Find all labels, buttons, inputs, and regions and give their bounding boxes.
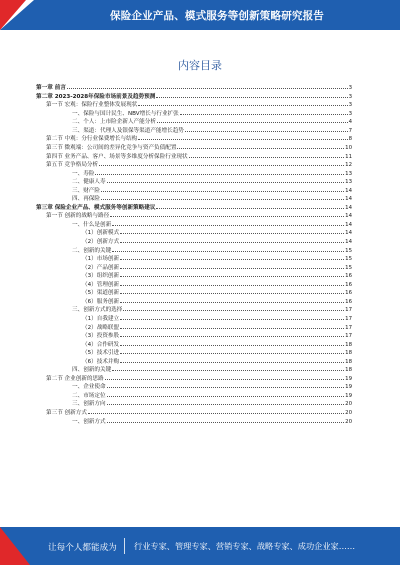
toc-entry-label: （6）技术并购 [82, 358, 120, 365]
toc-entry-page: 3 [348, 93, 352, 100]
toc-entry-label: 四、创新的关键 [72, 367, 112, 374]
toc-entry-page: 3 [348, 110, 352, 117]
toc-leader-dots [112, 366, 344, 371]
toc-entry[interactable] [36, 127, 352, 136]
toc-entry-page: 19 [345, 375, 352, 382]
toc-entry[interactable] [36, 246, 352, 255]
toc-leader-dots [107, 178, 345, 183]
toc-entry-label: 四、再保险 [72, 196, 100, 203]
toc-entry-page: 10 [345, 145, 352, 152]
toc-entry-label: 第二章 2023-2028年保险市场前景及趋势预测 [36, 93, 156, 100]
toc-entry[interactable] [36, 221, 352, 230]
toc-entry-label: （6）服务创新 [82, 298, 120, 305]
toc-entry-label: 三、渠道：代理人及银保等渠道产能增长趋势 [72, 127, 184, 134]
toc-entry[interactable] [36, 375, 352, 384]
toc-leader-dots [110, 212, 344, 217]
toc-entry[interactable] [36, 204, 352, 213]
toc-entry[interactable] [36, 392, 352, 401]
toc-leader-dots [120, 323, 344, 328]
toc-leader-dots [105, 375, 344, 380]
toc-leader-dots [189, 152, 345, 157]
toc-entry[interactable] [36, 383, 352, 392]
toc-entry-page: 16 [345, 281, 352, 288]
toc-leader-dots [120, 298, 344, 303]
toc-entry[interactable] [36, 178, 352, 187]
report-title: 保险企业产品、模式服务等创新策略研究报告 [110, 10, 324, 22]
toc-leader-dots [112, 246, 344, 251]
toc-leader-dots [138, 101, 347, 106]
toc-entry[interactable] [36, 110, 352, 119]
toc-entry-label: 三、创新方式的选择 [72, 307, 123, 314]
footer-divider [124, 538, 125, 554]
page-footer [0, 527, 400, 565]
toc-entry-label: 一、创新方式 [72, 418, 106, 425]
toc-leader-dots [120, 315, 344, 320]
toc-entry-page: 18 [345, 341, 352, 348]
toc-entry-label: （3）投资参股 [82, 333, 120, 340]
toc-entry[interactable] [36, 323, 352, 332]
toc-entry-page: 17 [345, 307, 352, 314]
page-header [0, 0, 400, 30]
toc-entry-label: 第四节 业务产品、客户、场景等多维度分析保险行业现状 [46, 153, 188, 160]
table-of-contents [36, 84, 352, 426]
toc-entry-label: （2）战略联盟 [82, 324, 120, 331]
toc-entry[interactable] [36, 315, 352, 324]
toc-entry[interactable] [36, 255, 352, 264]
toc-entry-label: 第二节 企业创新的思路 [46, 375, 104, 382]
toc-entry-label: 第一节 宏观：保险行业整体发展现状 [46, 102, 138, 109]
toc-leader-dots [112, 221, 344, 226]
toc-leader-dots [120, 340, 344, 345]
toc-entry-page: 17 [345, 324, 352, 331]
toc-entry-label: （1）自我建立 [82, 315, 120, 322]
toc-entry-page: 14 [345, 221, 352, 228]
toc-entry[interactable] [36, 272, 352, 281]
toc-entry-page: 13 [345, 179, 352, 186]
footer-corner-red [0, 527, 30, 565]
toc-entry-label: 第三节 创新方式 [46, 409, 87, 416]
toc-entry-page: 14 [345, 230, 352, 237]
toc-entry-label: 二、健康人寿 [72, 179, 106, 186]
toc-leader-dots [120, 229, 344, 234]
toc-entry-label: 第五节 竞争格局分析 [46, 162, 99, 169]
toc-entry[interactable] [36, 281, 352, 290]
toc-entry-label: （1）市场创新 [82, 256, 120, 263]
toc-entry-page: 3 [348, 102, 352, 109]
toc-entry-label: 第一章 前言 [36, 85, 66, 92]
toc-entry-label: 第二节 中观：分行业保费增长与结构 [46, 136, 138, 143]
header-corner-red [0, 0, 26, 30]
toc-entry-page: 16 [345, 290, 352, 297]
toc-entry-label: 三、创新方向 [72, 401, 106, 408]
toc-entry-page: 14 [345, 204, 352, 211]
toc-entry-page: 16 [345, 298, 352, 305]
toc-entry-label: 二、个人：上市险企新人产能分析 [72, 119, 156, 126]
toc-entry[interactable] [36, 161, 352, 170]
toc-entry-page: 15 [345, 256, 352, 263]
toc-entry[interactable] [36, 298, 352, 307]
toc-entry-label: 第三节 微观端：公司间的差异化竞争与资产负债配置 [46, 145, 177, 152]
toc-entry[interactable] [36, 135, 352, 144]
toc-entry[interactable] [36, 306, 352, 315]
toc-entry-page: 14 [345, 196, 352, 203]
toc-entry[interactable] [36, 169, 352, 178]
toc-entry-label: 一、企业使命 [72, 384, 106, 391]
toc-leader-dots [120, 255, 344, 260]
toc-leader-dots [177, 144, 344, 149]
toc-entry-page: 17 [345, 333, 352, 340]
toc-entry-label: （5）渠道创新 [82, 290, 120, 297]
toc-entry-label: （2）产品创新 [82, 264, 120, 271]
toc-entry-label: 一、什么是创新 [72, 221, 112, 228]
toc-entry[interactable] [36, 187, 352, 196]
toc-entry[interactable] [36, 144, 352, 153]
toc-entry-label: 一、寿险 [72, 170, 95, 177]
toc-entry[interactable] [36, 332, 352, 341]
toc-leader-dots [120, 332, 344, 337]
toc-entry-label: 二、创新的关键 [72, 247, 112, 254]
toc-leader-dots [107, 417, 345, 422]
toc-entry[interactable] [36, 212, 352, 221]
toc-entry[interactable] [36, 101, 352, 110]
toc-entry-page: 18 [345, 358, 352, 365]
toc-entry-page: 20 [345, 418, 352, 425]
toc-leader-dots [138, 135, 347, 140]
toc-entry-page: 8 [348, 136, 352, 143]
toc-entry-page: 3 [348, 85, 352, 92]
toc-leader-dots [88, 409, 344, 414]
toc-entry[interactable] [36, 84, 352, 93]
toc-entry[interactable] [36, 417, 352, 426]
toc-entry-page: 18 [345, 367, 352, 374]
toc-entry[interactable] [36, 263, 352, 272]
toc-leader-dots [120, 272, 344, 277]
toc-leader-dots [107, 400, 345, 405]
toc-entry[interactable] [36, 400, 352, 409]
toc-entry-page: 16 [345, 273, 352, 280]
toc-entry-page: 17 [345, 315, 352, 322]
toc-leader-dots [120, 238, 344, 243]
toc-entry-label: （3）组织创新 [82, 273, 120, 280]
toc-entry-page: 15 [345, 247, 352, 254]
toc-entry-page: 11 [345, 153, 352, 160]
toc-entry-page: 14 [345, 187, 352, 194]
toc-entry-page: 4 [348, 119, 352, 126]
toc-entry[interactable] [36, 349, 352, 358]
toc-leader-dots [120, 289, 344, 294]
toc-entry[interactable] [36, 358, 352, 367]
toc-entry-page: 20 [345, 409, 352, 416]
toc-leader-dots [67, 84, 348, 89]
footer-roles: 行业专家、管理专家、营销专家、战略专家、成功企业家…… [134, 541, 356, 551]
toc-leader-dots [107, 383, 345, 388]
toc-leader-dots [99, 161, 344, 166]
toc-entry-label: 三、财产险 [72, 187, 100, 194]
toc-leader-dots [120, 349, 344, 354]
toc-entry[interactable] [36, 366, 352, 375]
toc-entry[interactable] [36, 409, 352, 418]
toc-entry-page: 20 [345, 401, 352, 408]
toc-entry[interactable] [36, 340, 352, 349]
toc-entry-label: 二、市场定位 [72, 392, 106, 399]
toc-leader-dots [107, 392, 345, 397]
toc-entry-label: （1）创新模式 [82, 230, 120, 237]
toc-leader-dots [95, 169, 344, 174]
toc-entry[interactable] [36, 229, 352, 238]
toc-entry-label: （2）创新方式 [82, 239, 120, 246]
toc-leader-dots [180, 110, 348, 115]
toc-leader-dots [120, 263, 344, 268]
toc-leader-dots [101, 195, 344, 200]
toc-leader-dots [101, 187, 344, 192]
toc-entry[interactable] [36, 93, 352, 102]
toc-entry-page: 12 [345, 162, 352, 169]
toc-entry-label: （4）合作研发 [82, 341, 120, 348]
toc-leader-dots [123, 306, 344, 311]
toc-entry-page: 14 [345, 213, 352, 220]
toc-entry-label: （4）管理创新 [82, 281, 120, 288]
toc-leader-dots [120, 358, 344, 363]
toc-entry-label: 第一节 创新的战略与路径 [46, 213, 110, 220]
toc-leader-dots [120, 281, 344, 286]
toc-leader-dots [185, 127, 348, 132]
toc-entry-label: 第三章 保险企业产品、模式服务等创新策略建议 [36, 204, 156, 211]
toc-entry-label: 一、保险与国计民生、NBV增长与行业扩张 [72, 110, 179, 117]
toc-entry-page: 19 [345, 392, 352, 399]
toc-entry[interactable] [36, 152, 352, 161]
toc-entry-page: 7 [348, 127, 352, 134]
toc-entry-page: 14 [345, 239, 352, 246]
toc-entry-page: 19 [345, 384, 352, 391]
toc-entry-label: （5）技术引进 [82, 350, 120, 357]
toc-leader-dots [157, 118, 348, 123]
toc-entry[interactable] [36, 118, 352, 127]
toc-leader-dots [156, 93, 347, 98]
toc-entry[interactable] [36, 289, 352, 298]
toc-entry-page: 15 [345, 264, 352, 271]
toc-entry[interactable] [36, 195, 352, 204]
toc-entry[interactable] [36, 238, 352, 247]
toc-entry-page: 18 [345, 350, 352, 357]
toc-heading: 内容目录 [178, 59, 222, 72]
footer-slogan: 让每个人都能成为 [48, 543, 117, 553]
toc-entry-page: 13 [345, 170, 352, 177]
toc-leader-dots [156, 204, 344, 209]
